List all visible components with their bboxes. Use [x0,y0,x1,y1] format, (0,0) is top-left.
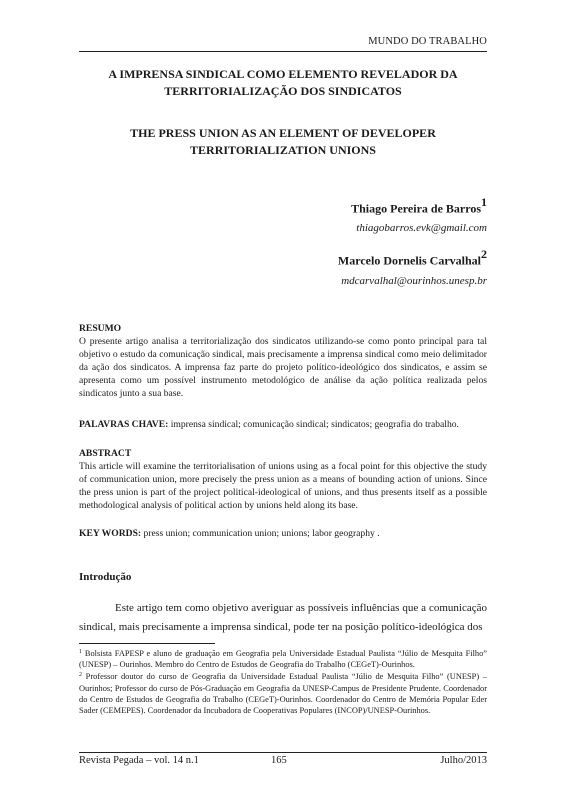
author-1-email: thiagobarros.evk@gmail.com [356,222,487,234]
introducao-paragraph: Este artigo tem como objetivo averiguar as possíveis influências que a comunicação sindical, mais precisamente a imprensa sindical, pode ter na posição político-ideológica dos [79,602,487,633]
palavras-chave [79,418,487,431]
footnotes [79,647,487,716]
footnote-rule [79,643,215,644]
author-1-name-text: Thiago Pereira de Barros [351,201,481,216]
author-1-footnote-mark: 1 [481,195,487,209]
footnote-1 [79,647,487,670]
footer-date: Julho/2013 [440,755,487,766]
resumo-text: O presente artigo analisa a territorialização dos sindicatos utilizando-se como ponto principal para tal objetivo o estudo da comunicação sindical, mais precisamente a imprensa sindical como meio delimitador da ação dos sindicatos. A imprensa faz parte do projeto político-ideológico dos sindicatos, e assim se apresenta como um possível instrumento metodológico de análise da ação política realizada pelos sindicatos junto a sua base. [79,336,487,400]
footnote-2-mark: 2 [79,672,82,679]
author-2-name-text: Marcelo Dornelis Carvalhal [337,253,481,268]
key-words [79,527,487,540]
footnote-1-mark: 1 [79,649,82,655]
abstract-section [79,447,487,512]
palavras-chave-text: imprensa sindical; comunicação sindical; sindicatos; geografia do trabalho. [170,419,459,430]
footer-page-number: 165 [271,755,287,766]
author-2-footnote-mark: 2 [481,247,487,261]
abstract-text: This article will examine the territorialisation of unions using as a focal point for this objective the study of communication union, more precisely the press union as a means of bounding action of unions. Since the press union is part of the project political-ideological of unions, and thus presents itself as a possible methodological analysis of political action by unions held along its base. [79,461,487,512]
footer-rule [79,752,487,753]
palavras-chave-label: PALAVRAS CHAVE: [79,419,169,430]
footnote-2 [79,670,487,716]
key-words-label: KEY WORDS: [79,528,142,539]
author-2-name [338,247,487,269]
resumo-heading: RESUMO [79,323,122,334]
footer-journal: Revista Pegada – vol. 14 n.1 [79,755,199,766]
header-rule [79,51,487,52]
introducao-heading: Introdução [79,571,132,583]
title-english: THE PRESS UNION AS AN ELEMENT OF DEVELOPER TERRITORIALIZATION UNIONS [130,126,436,157]
author-2-email: mdcarvalhal@ourinhos.unesp.br [341,275,487,287]
title-portuguese: A IMPRENSA SINDICAL COMO ELEMENTO REVELADOR DA TERRITORIALIZAÇÃO DOS SINDICATOS [108,67,458,98]
abstract-heading: ABSTRACT [79,448,132,459]
author-1-name [351,195,487,217]
running-header: MUNDO DO TRABALHO [368,36,487,47]
key-words-text: press union; communication union; unions; labor geography . [143,528,380,539]
footnote-2-text: Professor doutor do curso de Geografia da Universidade Estadual Paulista “Júlio de Mesquita Filho” (UNESP) – Ourinhos; Professor do curso de Pós-Graduação em Geografia da UNESP-Campus de Presidente Prudente. Coordenador do Centro de Estudos de Geografia do Trabalho (CEGeT)-Ourinhos. Coordenador do Centro de Memória Popular Eder Sader (CEMEPES). Coordenador da Incubadora de Cooperativas Populares (INCOP)/UNESP-Ourinhos. [79,672,487,716]
resumo-section [79,322,487,401]
footnote-1-text: Bolsista FAPESP e aluno de graduação em Geografia pela Universidade Estadual Paulista “Júlio de Mesquita Filho” (UNESP) – Ourinhos. Membro do Centro de Estudos de Geografia do Trabalho (CEGeT)-Ourinhos. [79,649,487,670]
